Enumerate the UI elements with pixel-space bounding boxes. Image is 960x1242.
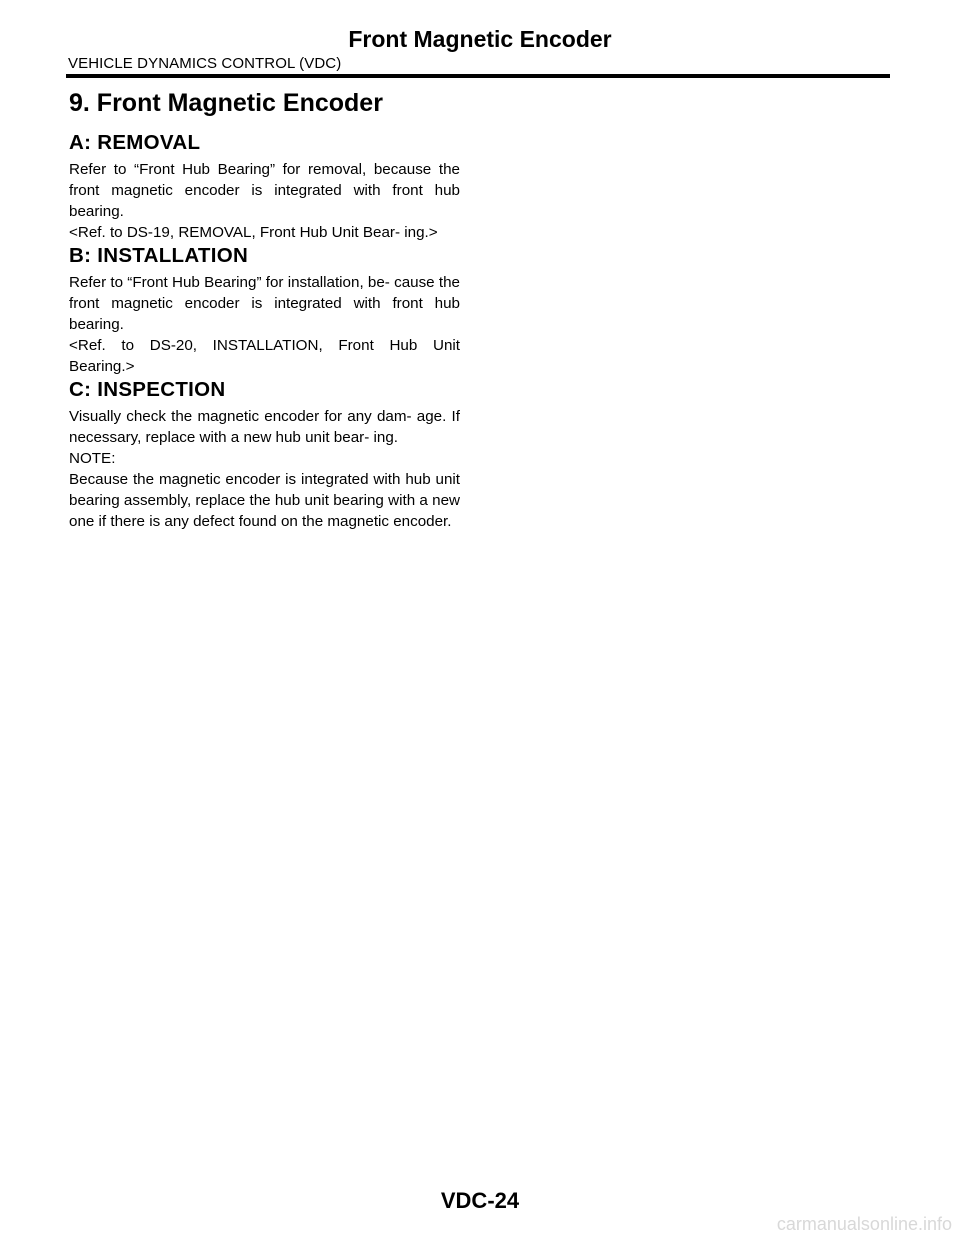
installation-heading: B: INSTALLATION <box>69 244 249 267</box>
note-label: NOTE: <box>69 450 116 467</box>
section-header: VEHICLE DYNAMICS CONTROL (VDC) <box>68 55 342 72</box>
installation-line: front hub bearing. <box>69 295 460 333</box>
inspection-line: Visually check the magnetic encoder for any dam- <box>69 408 412 425</box>
content-column <box>69 86 460 532</box>
installation-ref-line: <Ref. to DS-20, INSTALLATION, Front Hub Unit <box>69 337 460 354</box>
main-heading: 9. Front Magnetic Encoder <box>69 89 383 117</box>
removal-line: the front magnetic encoder is integrated with front <box>69 161 460 199</box>
removal-text <box>69 159 460 222</box>
note-line: hub unit bearing assembly, replace the hub unit <box>69 471 461 509</box>
page-title: Front Magnetic Encoder <box>348 26 612 52</box>
installation-text <box>69 272 460 335</box>
installation-reference[interactable] <box>69 335 460 377</box>
inspection-heading: C: INSPECTION <box>69 378 226 401</box>
removal-line: Refer to “Front Hub Bearing” for removal, because <box>69 161 432 178</box>
note-line: Because the magnetic encoder is integrated with <box>69 471 401 488</box>
note-line: bearing with a new one if there is any defect found <box>69 492 460 530</box>
note-text <box>69 469 460 532</box>
page-number: VDC-24 <box>440 1188 520 1213</box>
removal-ref-line: ing.> <box>404 224 438 241</box>
removal-heading: A: REMOVAL <box>69 131 201 154</box>
inspection-line: age. If necessary, replace with a new hub unit bear- <box>69 408 460 446</box>
removal-reference[interactable] <box>69 222 460 243</box>
installation-line: Refer to “Front Hub Bearing” for installation, be- <box>69 274 390 291</box>
installation-ref-line: Bearing.> <box>69 358 135 375</box>
removal-line: hub bearing. <box>69 182 460 220</box>
removal-ref-line: <Ref. to DS-19, REMOVAL, Front Hub Unit Bear- <box>69 224 401 241</box>
watermark[interactable]: carmanualsonline.info <box>776 1214 952 1234</box>
installation-line: cause the front magnetic encoder is integrated with <box>69 274 460 312</box>
header-rule <box>66 74 890 78</box>
note-line: on the magnetic encoder. <box>280 513 452 530</box>
inspection-text <box>69 406 460 448</box>
inspection-line: ing. <box>373 429 398 446</box>
